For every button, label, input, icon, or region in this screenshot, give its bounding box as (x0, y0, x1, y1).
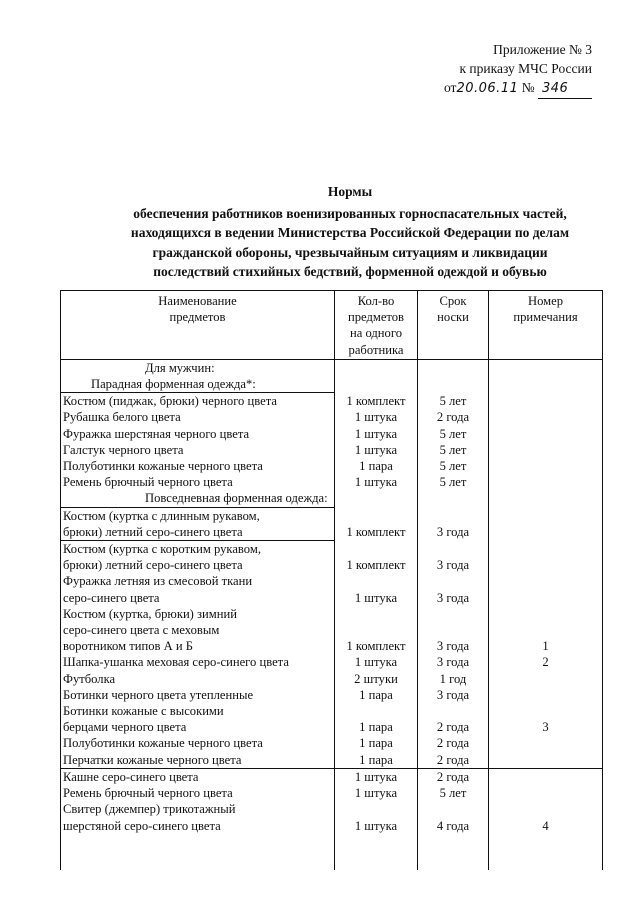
item-term: 3 года (418, 507, 489, 540)
table-row (61, 834, 603, 870)
item-name-line: воротником типов А и Б (63, 639, 193, 654)
item-term: 1 год (418, 671, 489, 687)
item-note: 1 (489, 606, 603, 655)
item-name-line: Кашне серо-синего цвета (63, 769, 199, 784)
item-name-line: Ботинки кожаные с высокими (63, 704, 224, 719)
column-header-line: предметов (169, 310, 226, 325)
item-name-line: Футболка (63, 671, 116, 686)
item-name (61, 426, 335, 442)
table-body (61, 359, 603, 869)
table-row (61, 785, 603, 801)
item-name (61, 442, 335, 458)
order-number: 346 (538, 79, 592, 99)
item-note (489, 573, 603, 605)
order-date: 20.06.11 (456, 81, 519, 96)
item-note (489, 393, 603, 410)
item-term: 3 года (418, 541, 489, 574)
appendix-header (444, 40, 592, 99)
column-header-line: Наименование (158, 294, 237, 308)
appendix-number: Приложение № 3 (493, 42, 592, 57)
item-quantity: 1 комплект (335, 507, 418, 540)
table-row (61, 752, 603, 769)
column-header-quantity (335, 291, 418, 360)
item-name-line: Ботинки черного цвета утепленные (63, 687, 254, 702)
item-note (489, 541, 603, 574)
table-row (61, 606, 603, 655)
table-row (61, 735, 603, 751)
item-note (489, 458, 603, 474)
table-row (61, 458, 603, 474)
item-quantity (335, 490, 418, 507)
column-header-line: Номер (527, 294, 563, 308)
item-name-line: берцами черного цвета (63, 720, 187, 735)
item-name (61, 490, 335, 507)
item-name (61, 735, 335, 751)
title-heading: Нормы (327, 184, 373, 199)
item-name-line: Полуботинки кожаные черного цвета (63, 736, 263, 751)
item-note: 2 (489, 654, 603, 670)
item-note (489, 442, 603, 458)
order-date-line (444, 78, 592, 99)
column-header-term (418, 291, 489, 360)
item-term: 5 лет (418, 474, 489, 490)
table-row (61, 541, 603, 574)
item-name-line: серо-синего цвета с меховым (63, 623, 220, 638)
item-term (418, 359, 489, 392)
column-header-name (61, 291, 335, 360)
table-row (61, 490, 603, 507)
item-note (489, 490, 603, 507)
item-note (489, 359, 603, 392)
item-term: 3 года (418, 654, 489, 670)
item-quantity: 1 пара (335, 735, 418, 751)
item-quantity: 1 штука (335, 573, 418, 605)
item-name-line: Для мужчин: (145, 360, 215, 375)
item-quantity: 1 штука (335, 409, 418, 425)
item-name-line: брюки) летний серо-синего цвета (63, 524, 243, 539)
table-row (61, 687, 603, 703)
item-name (61, 409, 335, 425)
item-quantity (335, 359, 418, 392)
item-term: 2 года (418, 409, 489, 425)
item-note (489, 426, 603, 442)
column-header-line: предметов (347, 310, 404, 325)
item-term (418, 490, 489, 507)
item-note (489, 735, 603, 751)
item-note (489, 671, 603, 687)
item-quantity: 1 пара (335, 703, 418, 735)
order-reference: к приказу МЧС России (459, 61, 592, 76)
item-note (489, 474, 603, 490)
item-name-line: шерстяной серо-синего цвета (63, 818, 221, 833)
item-quantity: 1 комплект (335, 606, 418, 655)
table-row (61, 801, 603, 833)
item-name (61, 393, 335, 410)
item-name-line: Костюм (куртка, брюки) зимний (63, 606, 237, 621)
item-name-line: Повседневная форменная одежда: (145, 491, 328, 506)
item-name (61, 834, 335, 870)
table-header-row (61, 291, 603, 360)
item-note (489, 785, 603, 801)
item-name-line: Перчатки кожаные черного цвета (63, 752, 242, 767)
item-quantity: 1 комплект (335, 541, 418, 574)
table-row (61, 409, 603, 425)
item-name-line: Шапка-ушанка меховая серо-синего цвета (63, 655, 289, 670)
item-name-line: Ремень брючный черного цвета (63, 475, 233, 490)
column-header-line: Кол-во (357, 294, 395, 308)
item-term: 3 года (418, 687, 489, 703)
number-prefix: № (521, 80, 535, 95)
item-note: 3 (489, 703, 603, 735)
item-name-line: Костюм (куртка с коротким рукавом, (63, 542, 261, 557)
item-quantity: 1 штука (335, 426, 418, 442)
item-term: 3 года (418, 606, 489, 655)
table-row (61, 671, 603, 687)
item-term (418, 834, 489, 870)
item-name-line: Рубашка белого цвета (63, 410, 181, 425)
item-quantity: 1 штука (335, 654, 418, 670)
item-quantity: 2 штуки (335, 671, 418, 687)
item-term: 2 года (418, 735, 489, 751)
item-term: 5 лет (418, 458, 489, 474)
item-name-line: Фуражка летняя из смесовой ткани (63, 574, 253, 589)
table-row (61, 768, 603, 785)
table-row (61, 474, 603, 490)
column-header-line: на одного (349, 326, 402, 341)
norms-table (60, 290, 603, 870)
item-name (61, 474, 335, 490)
item-quantity: 1 штука (335, 785, 418, 801)
item-term: 2 года (418, 703, 489, 735)
item-name-line: Полуботинки кожаные черного цвета (63, 459, 263, 474)
item-name (61, 541, 335, 574)
item-name-line: Ремень брючный черного цвета (63, 786, 233, 801)
item-term: 5 лет (418, 426, 489, 442)
item-note (489, 687, 603, 703)
item-name (61, 507, 335, 540)
item-quantity: 1 штука (335, 474, 418, 490)
table-row (61, 703, 603, 735)
item-term: 4 года (418, 801, 489, 833)
item-term: 3 года (418, 573, 489, 605)
item-name-line: Фуражка шерстяная черного цвета (63, 426, 250, 441)
table-row (61, 393, 603, 410)
item-name (61, 573, 335, 605)
item-quantity (335, 834, 418, 870)
table-row (61, 359, 603, 392)
column-header-line: работника (348, 342, 404, 357)
item-name (61, 801, 335, 833)
document-title (80, 182, 620, 282)
item-name-line: Костюм (куртка с длинным рукавом, (63, 508, 260, 523)
table-row (61, 507, 603, 540)
column-header-line: примечания (513, 310, 578, 325)
item-note (489, 507, 603, 540)
item-name (61, 768, 335, 785)
title-line: обеспечения работников военизированных горноспасательных частей, (133, 205, 567, 221)
item-term: 5 лет (418, 785, 489, 801)
column-header-line: Срок (439, 294, 467, 308)
item-quantity: 1 штука (335, 801, 418, 833)
item-name-line: брюки) летний серо-синего цвета (63, 558, 243, 573)
item-quantity: 1 комплект (335, 393, 418, 410)
item-note (489, 752, 603, 769)
item-quantity: 1 штука (335, 768, 418, 785)
date-prefix: от (443, 80, 457, 95)
item-note: 4 (489, 801, 603, 833)
item-note (489, 834, 603, 870)
item-name (61, 654, 335, 670)
column-header-note (489, 291, 603, 360)
table-row (61, 573, 603, 605)
item-note (489, 409, 603, 425)
table-row (61, 442, 603, 458)
item-name (61, 359, 335, 392)
item-quantity: 1 штука (335, 442, 418, 458)
item-quantity: 1 пара (335, 458, 418, 474)
item-name-line: Свитер (джемпер) трикотажный (63, 802, 236, 817)
item-name (61, 671, 335, 687)
column-header-line: носки (437, 310, 469, 325)
item-quantity: 1 пара (335, 752, 418, 769)
item-name (61, 687, 335, 703)
item-term: 5 лет (418, 393, 489, 410)
table-row (61, 426, 603, 442)
item-name-line: Галстук черного цвета (63, 442, 184, 457)
item-term: 2 года (418, 752, 489, 769)
item-name (61, 785, 335, 801)
item-name (61, 606, 335, 655)
item-term: 5 лет (418, 442, 489, 458)
item-name-line: серо-синего цвета (63, 590, 160, 605)
title-line: находящихся в ведении Министерства Российской Федерации по делам (130, 225, 570, 240)
item-quantity: 1 пара (335, 687, 418, 703)
item-term: 2 года (418, 768, 489, 785)
item-name (61, 703, 335, 735)
item-name (61, 752, 335, 769)
item-name (61, 458, 335, 474)
table-row (61, 654, 603, 670)
item-name-line: Парадная форменная одежда*: (91, 377, 256, 392)
item-name-line: Костюм (пиджак, брюки) черного цвета (63, 394, 277, 409)
title-line: последствий стихийных бедствий, форменной одеждой и обувью (153, 264, 547, 279)
item-note (489, 768, 603, 785)
title-line: гражданской обороны, чрезвычайным ситуациям и ликвидации (152, 244, 548, 260)
